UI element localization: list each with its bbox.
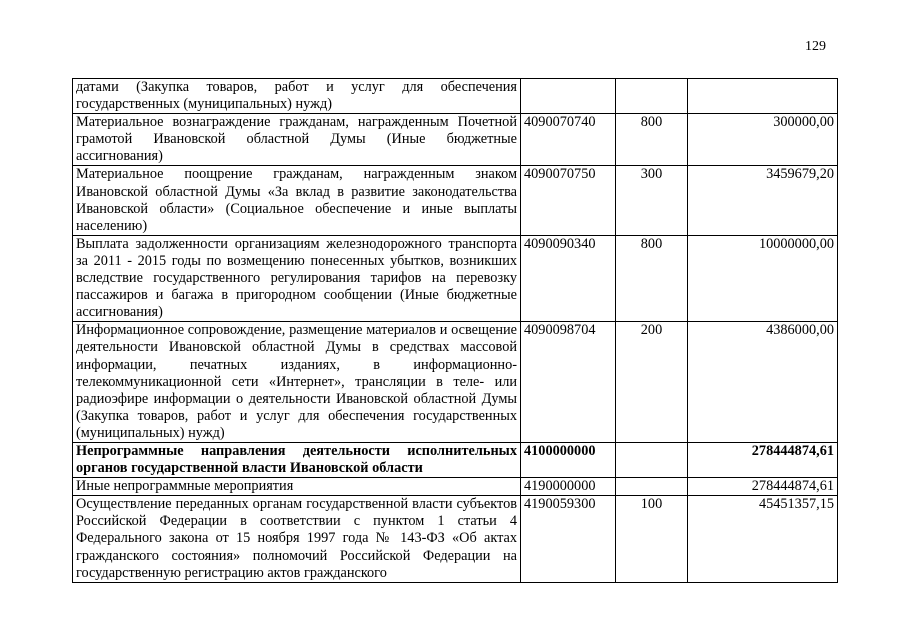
- row-code: 4090090340: [521, 235, 616, 321]
- table-row: [73, 478, 838, 496]
- row-amount: 45451357,15: [688, 496, 838, 582]
- row-amount: 278444874,61: [688, 478, 838, 496]
- row-expense-type: 100: [616, 496, 688, 582]
- row-description: Иные непрограммные мероприятия: [73, 478, 521, 496]
- page-number: 129: [805, 39, 826, 54]
- row-description: Материальное поощрение гражданам, награжденным знаком Ивановской областной Думы «За вклад в развитие законодательства Ивановской области» (Социальное обеспечение и иные выплаты населению): [73, 166, 521, 235]
- row-code: 4190000000: [521, 478, 616, 496]
- row-description: Выплата задолженности организациям железнодорожного транспорта за 2011 - 2015 годы по возмещению понесенных убытков, возникших вследствие государственного регулирования тарифов на перевозку пассажиров и багажа в пригородном сообщении (Иные бюджетные ассигнования): [73, 235, 521, 321]
- row-amount: 300000,00: [688, 114, 838, 166]
- row-description: Осуществление переданных органам государственной власти субъектов Российской Федерации в соответствии с пунктом 1 статьи 4 Федерального закона от 15 ноября 1997 года № 143-ФЗ «Об актах гражданского состояния» полномочий Российской Федерации на государственную регистрацию актов гражданского: [73, 496, 521, 582]
- row-description: Материальное вознаграждение гражданам, награжденным Почетной грамотой Ивановской областной Думы (Иные бюджетные ассигнования): [73, 114, 521, 166]
- row-amount: 4386000,00: [688, 322, 838, 443]
- row-code: 4100000000: [521, 442, 616, 477]
- table-row: [73, 166, 838, 235]
- row-expense-type: [616, 79, 688, 114]
- row-code: [521, 79, 616, 114]
- table-row: [73, 496, 838, 582]
- table-row: [73, 442, 838, 477]
- row-description: Информационное сопровождение, размещение материалов и освещение деятельности Ивановской областной Думы в средствах массовой информации, печатных изданиях, в информационно-телекоммуникационной сети «Интернет», трансляции в теле- или радиоэфире информации о деятельности Ивановской областной Думы (Закупка товаров, работ и услуг для обеспечения государственных (муниципальных) нужд): [73, 322, 521, 443]
- table-row: [73, 79, 838, 114]
- row-expense-type: [616, 442, 688, 477]
- row-expense-type: 200: [616, 322, 688, 443]
- row-code: 4090070750: [521, 166, 616, 235]
- table-row: [73, 114, 838, 166]
- table-row: [73, 235, 838, 321]
- row-code: 4090070740: [521, 114, 616, 166]
- row-amount: 278444874,61: [688, 442, 838, 477]
- row-expense-type: [616, 478, 688, 496]
- row-description: датами (Закупка товаров, работ и услуг для обеспечения государственных (муниципальных) нужд): [73, 79, 521, 114]
- row-expense-type: 300: [616, 166, 688, 235]
- row-expense-type: 800: [616, 114, 688, 166]
- row-description: Непрограммные направления деятельности исполнительных органов государственной власти Ивановской области: [73, 442, 521, 477]
- row-amount: [688, 79, 838, 114]
- row-expense-type: 800: [616, 235, 688, 321]
- budget-table: [72, 78, 838, 583]
- row-amount: 10000000,00: [688, 235, 838, 321]
- row-code: 4090098704: [521, 322, 616, 443]
- row-code: 4190059300: [521, 496, 616, 582]
- table-row: [73, 322, 838, 443]
- row-amount: 3459679,20: [688, 166, 838, 235]
